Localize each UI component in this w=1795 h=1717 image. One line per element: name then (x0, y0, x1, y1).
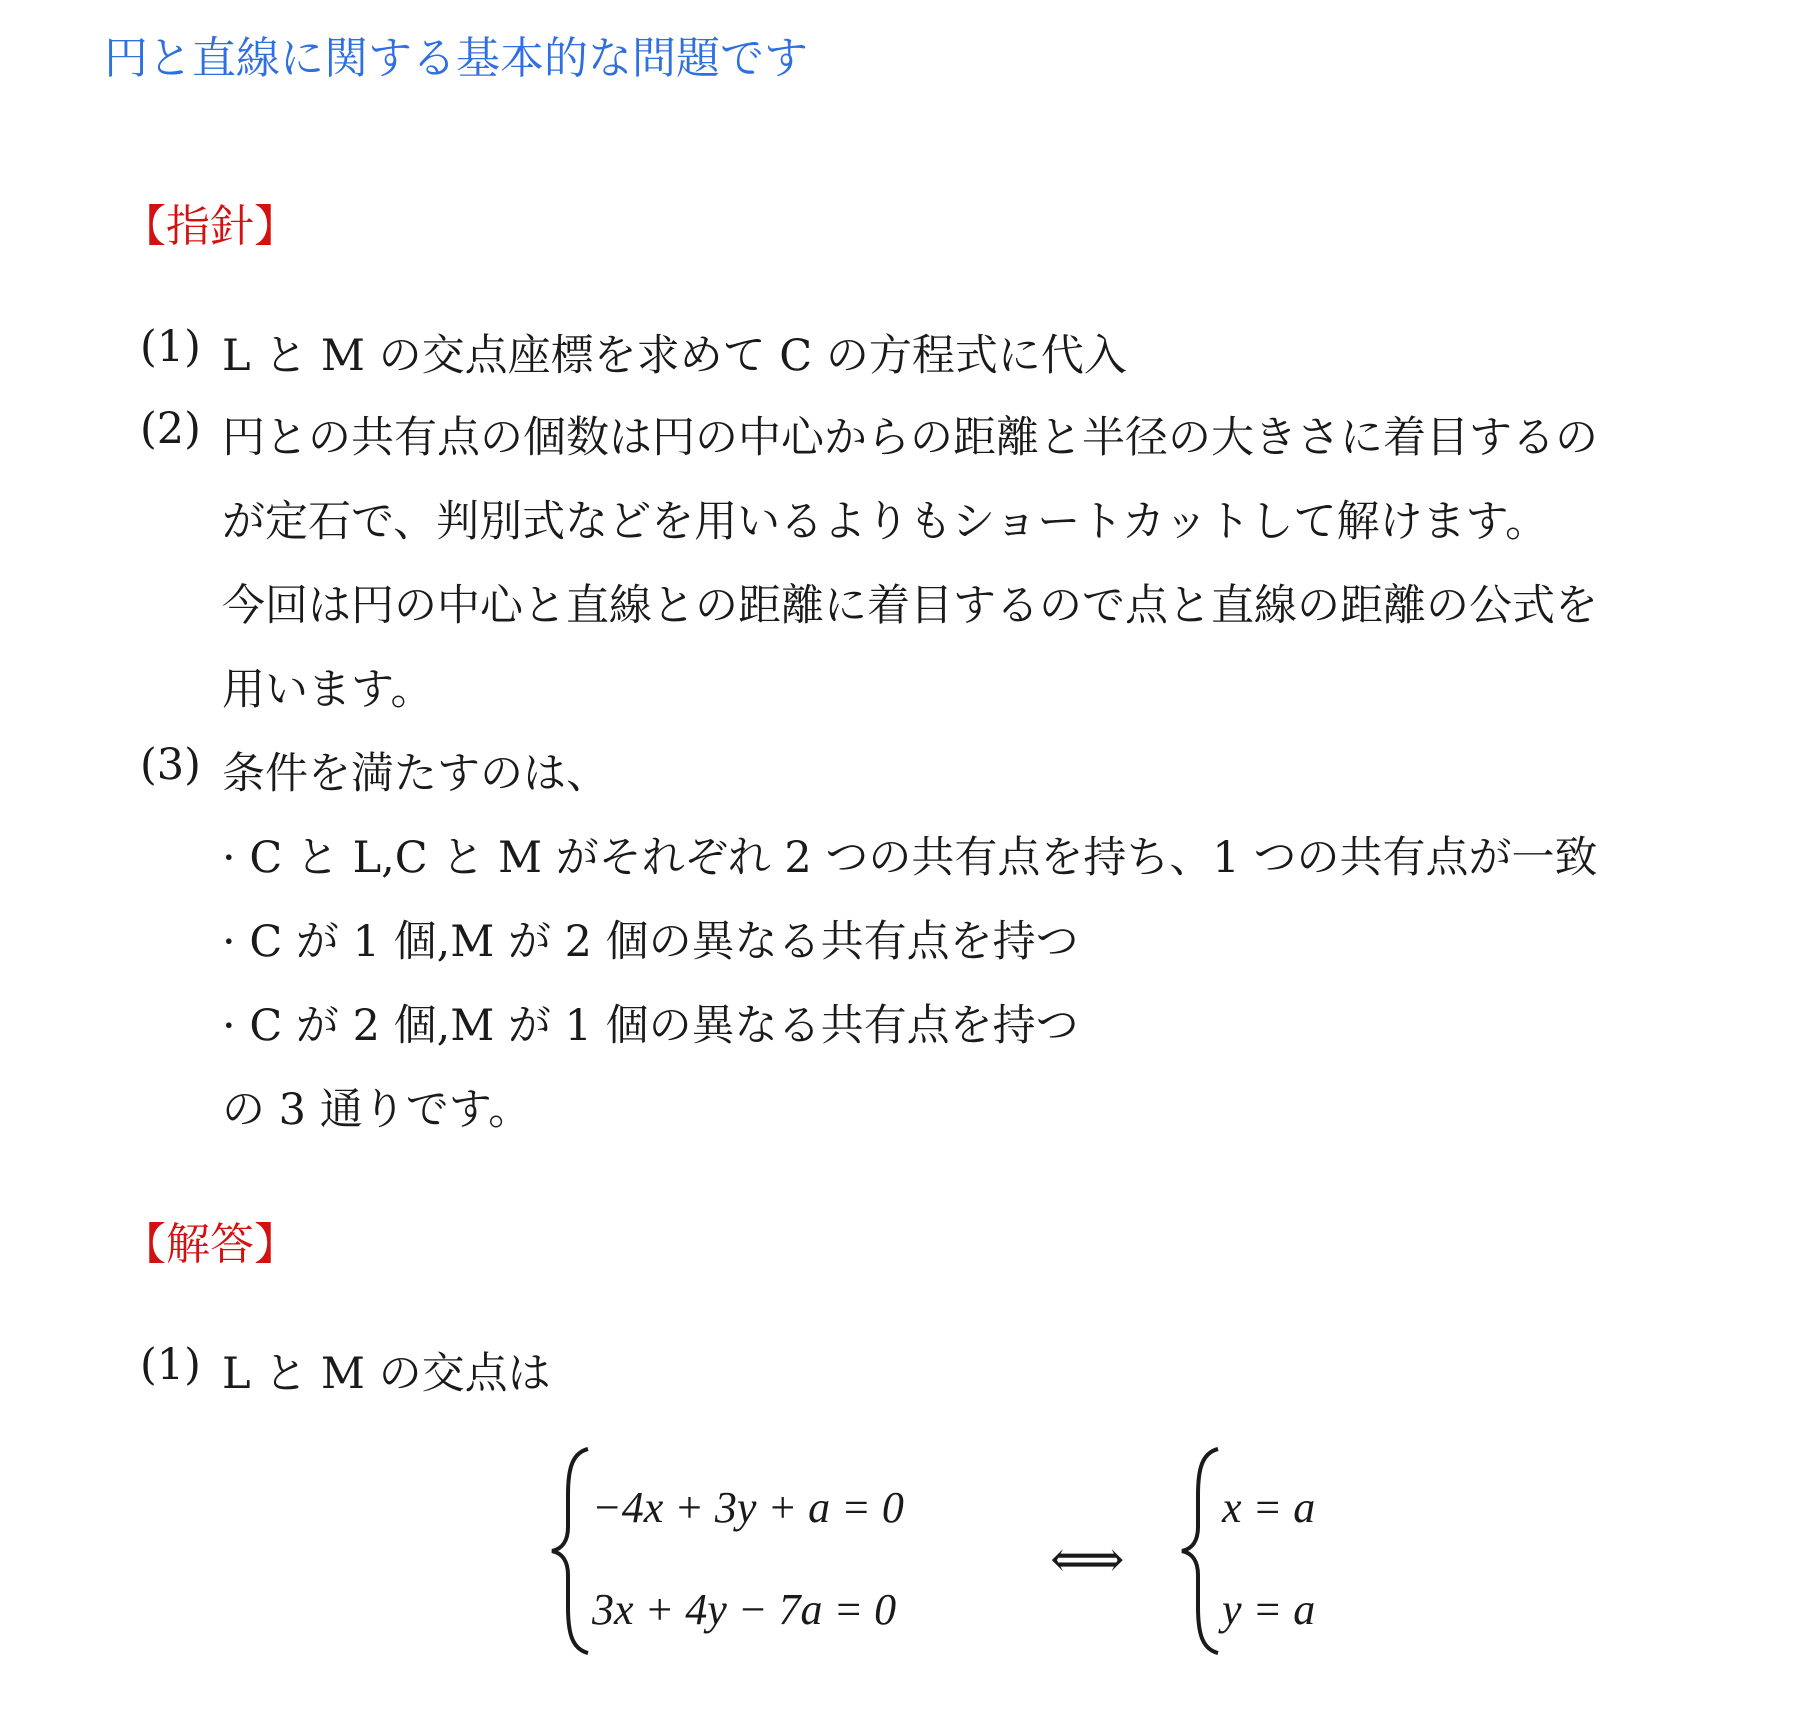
answer-heading: 【解答】 (122, 1219, 298, 1270)
answer-item-1-num: (1) (140, 1340, 201, 1390)
system-right-eq-1: x = a (1222, 1483, 1316, 1532)
system-left-eq-2: 3x + 4y − 7a = 0 (592, 1585, 897, 1634)
system-right-eq-2: y = a (1222, 1585, 1316, 1634)
hint-item-1-num: (1) (140, 322, 201, 372)
right-brace-icon (1178, 1445, 1226, 1657)
hint-item-1-line: L と M の交点座標を求めて C の方程式に代入 (222, 331, 1127, 381)
left-brace-icon (548, 1445, 596, 1657)
hint-item-2-line-4: 用います。 (222, 665, 434, 715)
system-left-eq-1: −4x + 3y + a = 0 (592, 1483, 904, 1532)
hint-item-3-line-3: · C が 1 個,M が 2 個の異なる共有点を持つ (222, 917, 1079, 967)
hint-item-3-line-5: の 3 通りです。 (222, 1085, 532, 1135)
equivalence-arrow: ⟺ (1050, 1532, 1125, 1589)
hint-item-3-num: (3) (140, 740, 201, 790)
hint-item-2-line-1: 円との共有点の個数は円の中心からの距離と半径の大きさに着目するの (222, 413, 1598, 463)
hint-item-2-line-2: が定石で、判別式などを用いるよりもショートカットして解けます。 (222, 497, 1549, 547)
page-title: 円と直線に関する基本的な問題です (104, 33, 808, 84)
hint-item-2-line-3: 今回は円の中心と直線との距離に着目するので点と直線の距離の公式を (222, 581, 1598, 631)
hint-heading: 【指針】 (122, 201, 298, 252)
hint-item-2-num: (2) (140, 404, 201, 454)
hint-item-3-line-2: · C と L,C と M がそれぞれ 2 つの共有点を持ち、1 つの共有点が一致 (222, 833, 1598, 883)
hint-item-3-line-4: · C が 2 個,M が 1 個の異なる共有点を持つ (222, 1001, 1079, 1051)
answer-item-1-text: L と M の交点は (222, 1349, 551, 1399)
hint-item-3-line-1: 条件を満たすのは、 (222, 749, 609, 799)
